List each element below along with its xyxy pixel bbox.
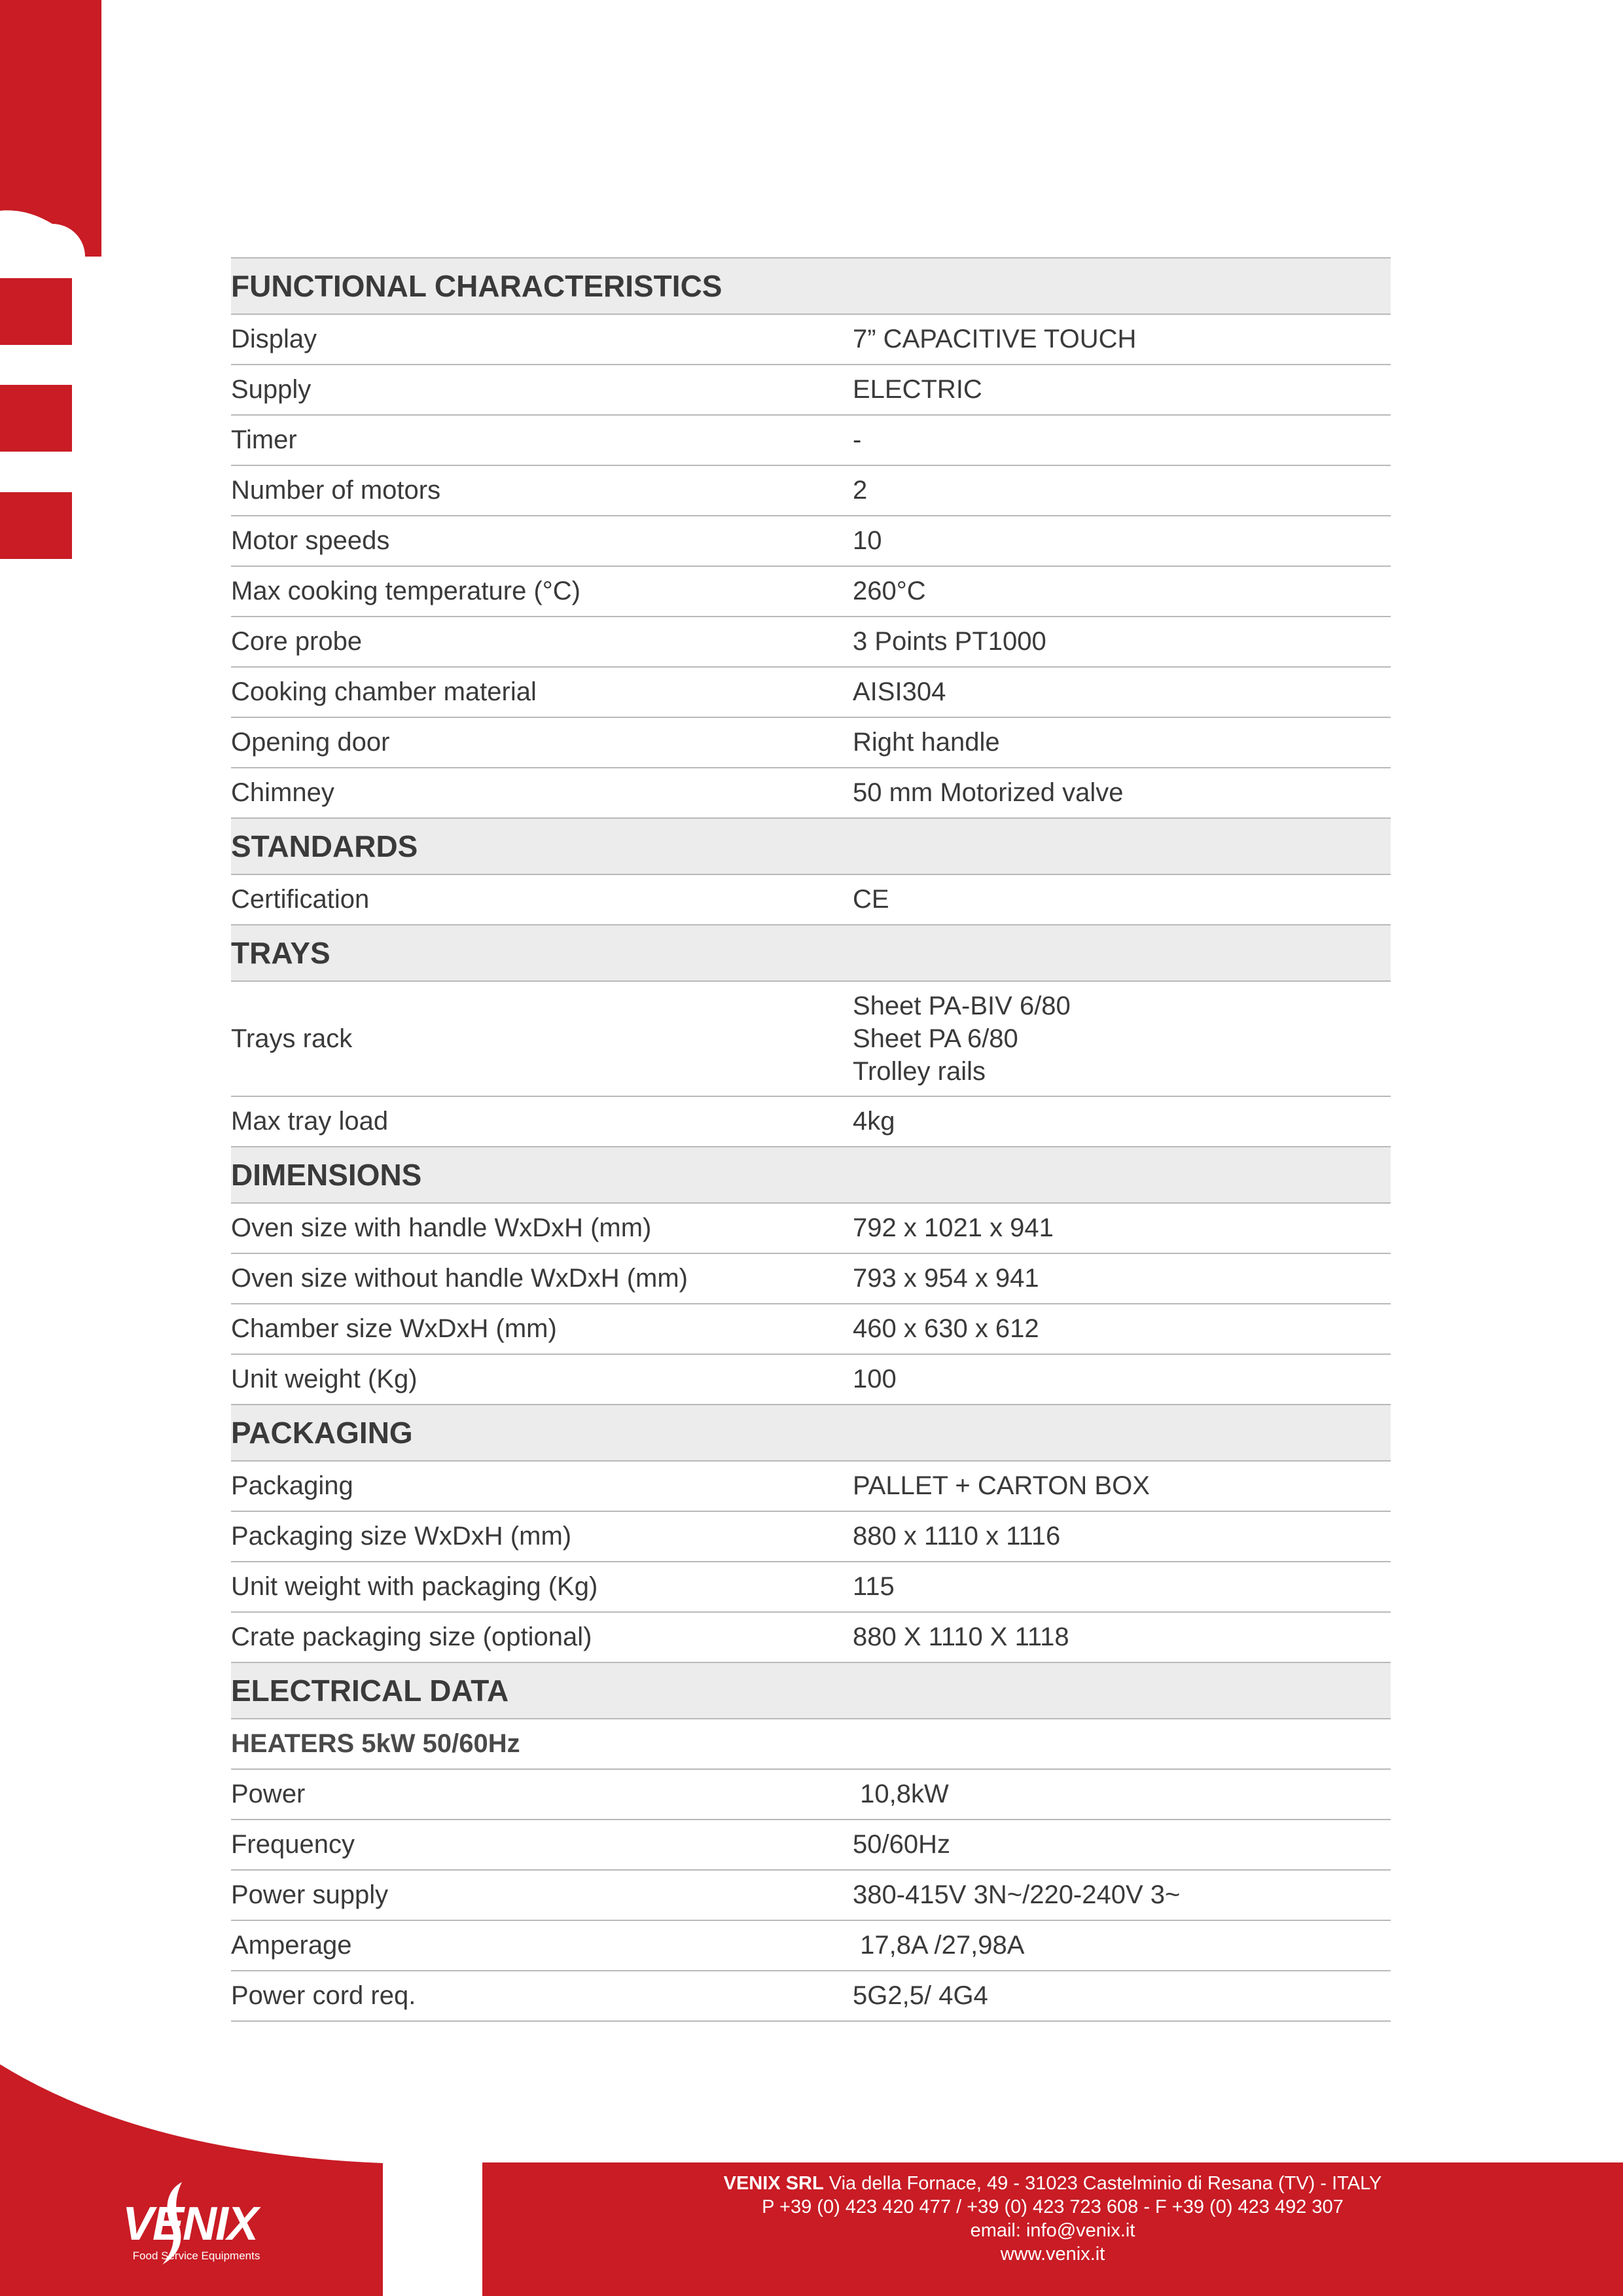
spec-row: [231, 1971, 1391, 2021]
spec-label: Certification: [231, 874, 853, 925]
spec-label: Power cord req.: [231, 1971, 853, 2021]
spec-label: Packaging: [231, 1461, 853, 1511]
spec-value: 880 x 1110 x 1116: [853, 1511, 1391, 1562]
section-title: ELECTRICAL DATA: [231, 1662, 1391, 1719]
section-header-packaging: [231, 1405, 1391, 1461]
spec-label: Supply: [231, 365, 853, 415]
spec-label: Motor speeds: [231, 516, 853, 566]
spec-value: Right handle: [853, 717, 1391, 768]
spec-value: 115: [853, 1562, 1391, 1612]
spec-label: Trays rack: [231, 981, 853, 1096]
spec-label: Oven size with handle WxDxH (mm): [231, 1203, 853, 1253]
spec-table: [231, 257, 1391, 2022]
company-email[interactable]: email: info@venix.it: [970, 2220, 1135, 2241]
spec-value: AISI304: [853, 667, 1391, 717]
spec-label: Max cooking temperature (°C): [231, 566, 853, 617]
spec-label: Chimney: [231, 768, 853, 818]
spec-value: 460 x 630 x 612: [853, 1304, 1391, 1354]
section-title: FUNCTIONAL CHARACTERISTICS: [231, 258, 1391, 314]
spec-row: [231, 768, 1391, 818]
spec-row: [231, 1461, 1391, 1511]
spec-row: [231, 1870, 1391, 1920]
spec-row: [231, 1304, 1391, 1354]
spec-row: [231, 1820, 1391, 1870]
spec-label: Chamber size WxDxH (mm): [231, 1304, 853, 1354]
spec-value-line: Sheet PA 6/80: [853, 1024, 1018, 1053]
spec-value: 7” CAPACITIVE TOUCH: [853, 314, 1391, 365]
spec-row: [231, 314, 1391, 365]
spec-label: Opening door: [231, 717, 853, 768]
spec-row: [231, 1253, 1391, 1304]
logo-tagline: Food Service Equipments: [132, 2250, 260, 2262]
section-header-functional: [231, 258, 1391, 314]
spec-row: [231, 1769, 1391, 1820]
spec-label: Timer: [231, 415, 853, 465]
spec-row: [231, 1612, 1391, 1662]
logo-wordmark: VENIX: [122, 2198, 258, 2250]
spec-label: Display: [231, 314, 853, 365]
company-name: VENIX SRL: [723, 2173, 824, 2194]
spec-value: 50/60Hz: [853, 1820, 1391, 1870]
spec-value: -: [853, 415, 1391, 465]
spec-row: [231, 516, 1391, 566]
spec-value: CE: [853, 874, 1391, 925]
section-title: PACKAGING: [231, 1405, 1391, 1461]
spec-row: [231, 1920, 1391, 1971]
section-header-trays: [231, 925, 1391, 981]
company-info: [482, 2172, 1623, 2266]
spec-row: [231, 415, 1391, 465]
spec-value: 17,8A /27,98A: [853, 1920, 1391, 1971]
spec-value: 50 mm Motorized valve: [853, 768, 1391, 818]
spec-subheading: HEATERS 5kW 50/60Hz: [231, 1719, 1391, 1769]
spec-value: 792 x 1021 x 941: [853, 1203, 1391, 1253]
spec-row: [231, 874, 1391, 925]
spec-label: Power: [231, 1769, 853, 1820]
spec-label: Crate packaging size (optional): [231, 1612, 853, 1662]
spec-label: Number of motors: [231, 465, 853, 516]
spec-value: 3 Points PT1000: [853, 617, 1391, 667]
section-header-standards: [231, 818, 1391, 874]
spec-row: [231, 981, 1391, 1096]
section-title: STANDARDS: [231, 818, 1391, 874]
section-title: DIMENSIONS: [231, 1147, 1391, 1203]
section-title: TRAYS: [231, 925, 1391, 981]
spec-row: [231, 1203, 1391, 1253]
spec-row: [231, 566, 1391, 617]
spec-value-line: Sheet PA-BIV 6/80: [853, 992, 1071, 1020]
spec-value: PALLET + CARTON BOX: [853, 1461, 1391, 1511]
company-phones: P +39 (0) 423 420 477 / +39 (0) 423 723 608 - F +39 (0) 423 492 307: [762, 2197, 1344, 2217]
spec-row: [231, 1354, 1391, 1405]
spec-value-multiline: [853, 981, 1391, 1096]
section-header-dimensions: [231, 1147, 1391, 1203]
left-decoration: [0, 0, 105, 576]
spec-value: 2: [853, 465, 1391, 516]
spec-label: Unit weight (Kg): [231, 1354, 853, 1405]
spec-label: Unit weight with packaging (Kg): [231, 1562, 853, 1612]
spec-label: Amperage: [231, 1920, 853, 1971]
spec-value: 880 X 1110 X 1118: [853, 1612, 1391, 1662]
spec-row: [231, 465, 1391, 516]
spec-value: 380-415V 3N~/220-240V 3~: [853, 1870, 1391, 1920]
spec-label: Core probe: [231, 617, 853, 667]
spec-value: 5G2,5/ 4G4: [853, 1971, 1391, 2021]
spec-value-line: Trolley rails: [853, 1057, 986, 1086]
spec-row: [231, 1562, 1391, 1612]
spec-label: Oven size without handle WxDxH (mm): [231, 1253, 853, 1304]
spec-row: [231, 365, 1391, 415]
spec-row: [231, 617, 1391, 667]
spec-value: 260°C: [853, 566, 1391, 617]
spec-value: 100: [853, 1354, 1391, 1405]
spec-row: [231, 717, 1391, 768]
spec-label: Max tray load: [231, 1096, 853, 1147]
company-address-line: [482, 2172, 1623, 2195]
spec-subheading-row: [231, 1719, 1391, 1769]
spec-value: 793 x 954 x 941: [853, 1253, 1391, 1304]
spec-label: Cooking chamber material: [231, 667, 853, 717]
spec-row: [231, 1096, 1391, 1147]
company-address: Via della Fornace, 49 - 31023 Castelminio di Resana (TV) - ITALY: [829, 2173, 1382, 2194]
spec-row: [231, 1511, 1391, 1562]
spec-row: [231, 667, 1391, 717]
spec-label: Frequency: [231, 1820, 853, 1870]
spec-value: 10,8kW: [853, 1769, 1391, 1820]
venix-logo: [98, 2179, 281, 2271]
section-header-electrical: [231, 1662, 1391, 1719]
company-website[interactable]: www.venix.it: [1000, 2244, 1105, 2265]
spec-value: 10: [853, 516, 1391, 566]
spec-label: Power supply: [231, 1870, 853, 1920]
spec-value: 4kg: [853, 1096, 1391, 1147]
spec-value: ELECTRIC: [853, 365, 1391, 415]
spec-label: Packaging size WxDxH (mm): [231, 1511, 853, 1562]
